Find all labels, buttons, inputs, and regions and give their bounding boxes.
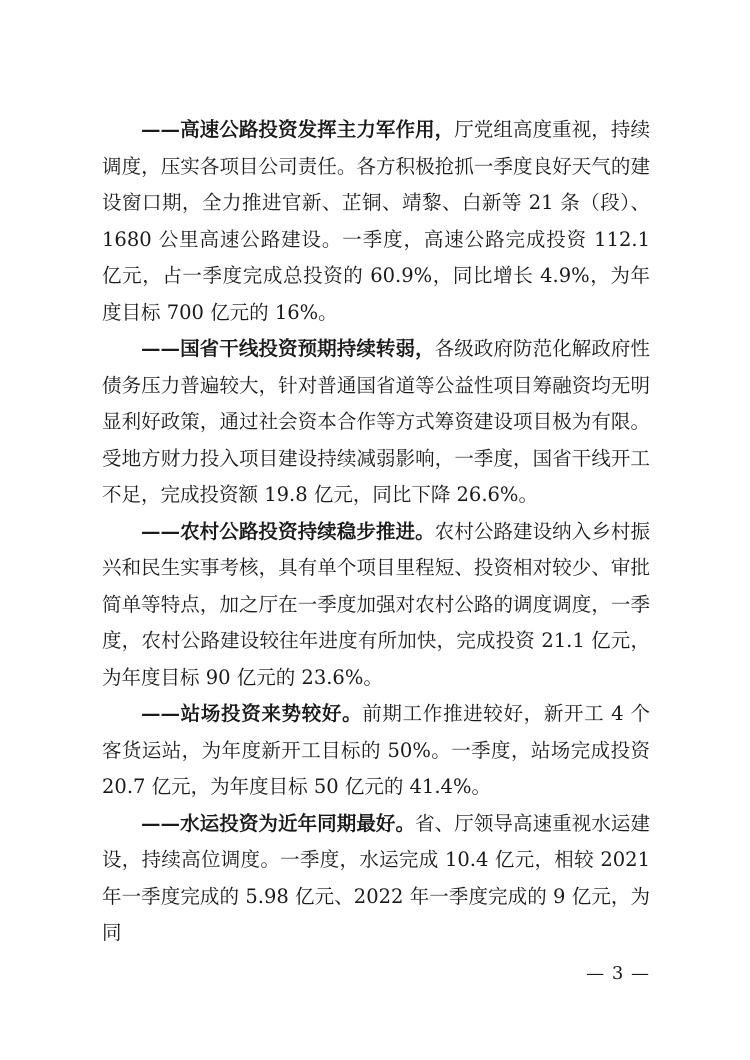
- paragraph-trunk-line-investment: [102, 331, 650, 514]
- paragraph-lead: ——水运投资为近年同期最好。: [141, 811, 416, 835]
- paragraph-text: 各级政府防范化解政府性债务压力普遍较大，针对普通国省道等公益性项目筹融资均无明显利好政策，通过社会资本合作等方式筹资建设项目极为有限。受地方财力投入项目建设持续减弱影响，一季度，国省干线开工不足，完成投资额 19.8 亿元，同比下降 26.6%。: [102, 337, 650, 506]
- paragraph-highway-investment: [102, 112, 650, 331]
- paragraph-lead: ——国省干线投资预期持续转弱，: [141, 337, 435, 360]
- paragraph-station-investment: [102, 696, 650, 806]
- paragraph-lead: ——农村公路投资持续稳步推进。: [141, 519, 435, 543]
- paragraph-rural-road-investment: [102, 514, 650, 697]
- paragraph-text: 前期工作推进较好，新开工 4 个客货运站，为年度新开工目标的 50%。一季度，站场完成投资 20.7 亿元，为年度目标 50 亿元的 41.4%。: [102, 702, 650, 798]
- paragraph-text: 农村公路建设纳入乡村振兴和民生实事考核，具有单个项目里程短、投资相对较少、审批简单等特点，加之厅在一季度加强对农村公路的调度调度，一季度，农村公路建设较往年进度有所加快，完成投资 21.1 亿元，为年度目标 90 亿元的 23.6%。: [102, 519, 650, 689]
- paragraph-text: 省、厅领导高速重视水运建设，持续高位调度。一季度，水运完成 10.4 亿元，相较 2021 年一季度完成的 5.98 亿元、2022 年一季度完成的 9 亿元，为同: [102, 811, 650, 944]
- paragraph-lead: ——站场投资来势较好。: [141, 702, 363, 725]
- document-body: [102, 112, 650, 952]
- page-number: — 3 —: [586, 963, 650, 984]
- paragraph-waterway-investment: [102, 806, 650, 952]
- paragraph-lead: ——高速公路投资发挥主力军作用，: [141, 118, 455, 141]
- paragraph-text: 厅党组高度重视，持续调度，压实各项目公司责任。各方积极抢抓一季度良好天气的建设窗口期，全力推进官新、芷铜、靖黎、白新等 21 条（段）、1680 公里高速公路建设。一季度，高速公路完成投资 112.1 亿元，占一季度完成总投资的 60.9%，同比增长 4.9%，为年度目标 700 亿元的 16%。: [102, 118, 650, 324]
